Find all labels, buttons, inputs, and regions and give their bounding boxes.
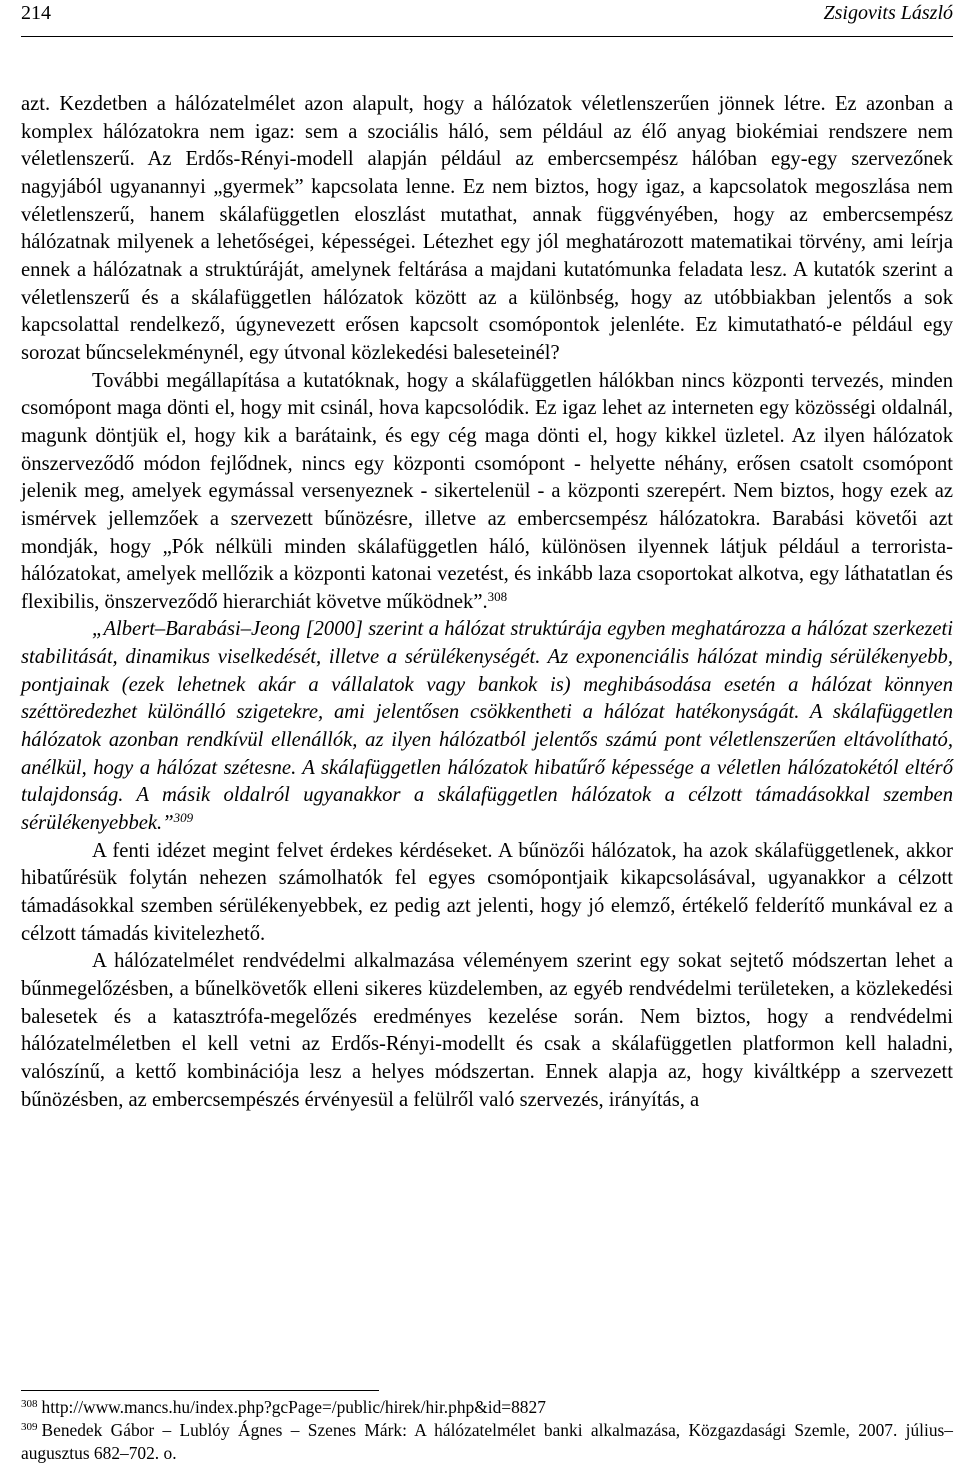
document-page [21, 0, 953, 1463]
footnote-mark: 308 [21, 1398, 38, 1410]
paragraph-5 [21, 948, 953, 1114]
paragraph-2 [21, 368, 953, 617]
paragraph-text: A hálózatelmélet rendvédelmi alkalmazása véleményem szerint egy sokat sejtető módszertan lehet a bűnmegelőzésben, a bűnelkövetők elleni sikeres küzdelemben, az egyéb rendvédelmi területeken, a közlekedési balesetek és a katasztrófa-megelőzés eredményes kezelése során. Nem biztos, hogy a rendvédelmi hálózatelméletben el kell vetni az Erdős-Rényi-modellt és csak a skálafüggetlen platformon kell haladni, valószínű, a kettő kombinációja lesz a helyes módszertan. Ennek alapja az, hogy kiváltképp a szervezett bűnözésben, az embercsempészés érvényesül a felülről való szervezés, irányítás, a [21, 950, 953, 1111]
paragraph-text: „Albert–Barabási–Jeong [2000] szerint a hálózat struktúrája egyben meghatározza a hálózat szerkezeti stabilitását, dinamikus viselkedését, illetve a sérülékenységét. Az exponenciális hálózat mindig sérülékenyebb, pontjainak (ezek lehetnek akár a vállalatok vagy bankok is) meghibásodása esetén a hálózat könnyen széttöredezhet különálló szigetekre, ami jelentősen csökkentheti a hálózat hatékonyságát. A skálafüggetlen hálózatok azonban rendkívül ellenállók, az ilyen hálózatból jelentős számú pont véletlenszerűen eltávolítható, anélkül, hogy a hálózat szétesne. A skálafüggetlen hálózatok hibatűrő képessége a véletlen hálózatokétól eltérő tulajdonság. A másik oldalról ugyanakkor a skálafüggetlen hálózatok a célzott támadásokkal szemben sérülékenyebbek.” [21, 618, 953, 835]
footnote-ref-308[interactable]: 308 [487, 588, 508, 604]
footnote-309 [21, 1419, 953, 1465]
footnote-rule [21, 1390, 379, 1391]
footnote-text: Benedek Gábor – Lublóy Ágnes – Szenes Márk: A hálózatelmélet banki alkalmazása, Közgazdasági Szemle, 2007. július–augusztus 682–702. o. [21, 1420, 953, 1463]
footnote-308 [21, 1396, 953, 1419]
paragraph-1 [21, 91, 953, 368]
footnote-mark: 309 [21, 1421, 38, 1433]
page-header [21, 0, 953, 40]
running-head-author: Zsigovits László [823, 2, 953, 24]
footnotes [21, 1396, 953, 1465]
paragraph-text: azt. Kezdetben a hálózatelmélet azon alapult, hogy a hálózatok véletlenszerűen jönnek létre. Ez azonban a komplex hálózatokra nem igaz: sem a szociális háló, sem például az élő anyag biokémiai rendszere nem véletlenszerű. Az Erdős-Rényi-modell alapján például az embercsempész hálóban egy-egy szervezőnek nagyjából ugyanannyi „gyermek” kapcsolata lenne. Ez nem biztos, hogy igaz, a kapcsolatok megoszlása nem véletlenszerű, hanem skálafüggetlen eloszlást mutathat, annak függvényében, hogy az embercsempész hálózatnak milyenek a lehetőségei, képességei. Létezhet egy jól meghatározott matematikai törvény, ami leírja ennek a hálózatnak a struktúráját, amelynek feltárása a majdani kutatómunka feladata lesz. A kutatók szerint a véletlenszerű és a skálafüggetlen hálózatok között az a különbség, hogy az utóbbiakban jelentős a sok kapcsolattal rendelkező, úgynevezett erősen kapcsolt csomópontok jelenléte. Ez kimutatható-e például egy sorozat bűncselekménynél, egy útvonal közlekedési baleseteinél? [21, 93, 953, 364]
paragraph-text: A fenti idézet megint felvet érdekes kérdéseket. A bűnözői hálózatok, ha azok skálafüggetlenek, akkor hibatűrésük folytán nehezen számolhatók fel egyes csomópontjaik kikapcsolásával, ugyanakkor a célzott támadásokkal szemben sérülékenyebbek, ez pedig azt jelenti, hogy jó elemző, értékelő felderítő munkával ez a célzott támadás kivitelezhető. [21, 839, 953, 945]
paragraph-text: További megállapítása a kutatóknak, hogy a skálafüggetlen hálókban nincs központi tervezés, minden csomópont maga dönti el, hogy mit csinál, hova kapcsolódik. Ez igaz lehet az interneten egy közösségi oldalnál, magunk döntjük el, hogy kik a barátaink, és egy cég maga dönti el, hogy kikkel üzletel. Az ilyen hálózatok önszerveződő módon fejlődnek, nincs egy központi csomópont - helyette néhány, erősen csatolt csomópont jelenik meg, amelyek egymással versenyeznek - sikertelenül - a központi szerepért. Nem biztos, hogy ezek az ismérvek jellemzőek a szervezett bűnözésre, illetve az embercsempész hálózatokra. Barabási követői azt mondják, hogy „Pók nélküli minden skálafüggetlen háló, különösen ilyennek látjuk például a terrorista- hálózatokat, amelyek mellőzik a központi katonai vezetést, és inkább laza csoportokat alkotva, egy láthatatlan és flexibilis, önszerveződő hierarchiát követve működnek”. [21, 369, 953, 613]
paragraph-4 [21, 838, 953, 949]
header-rule [21, 36, 953, 37]
body-text [21, 91, 953, 1114]
paragraph-3-quote [21, 616, 953, 837]
footnote-text[interactable]: http://www.mancs.hu/index.php?gcPage=/public/hirek/hir.php&id=8827 [41, 1397, 546, 1417]
page-number: 214 [21, 2, 51, 24]
footnote-ref-309[interactable]: 309 [173, 810, 194, 826]
